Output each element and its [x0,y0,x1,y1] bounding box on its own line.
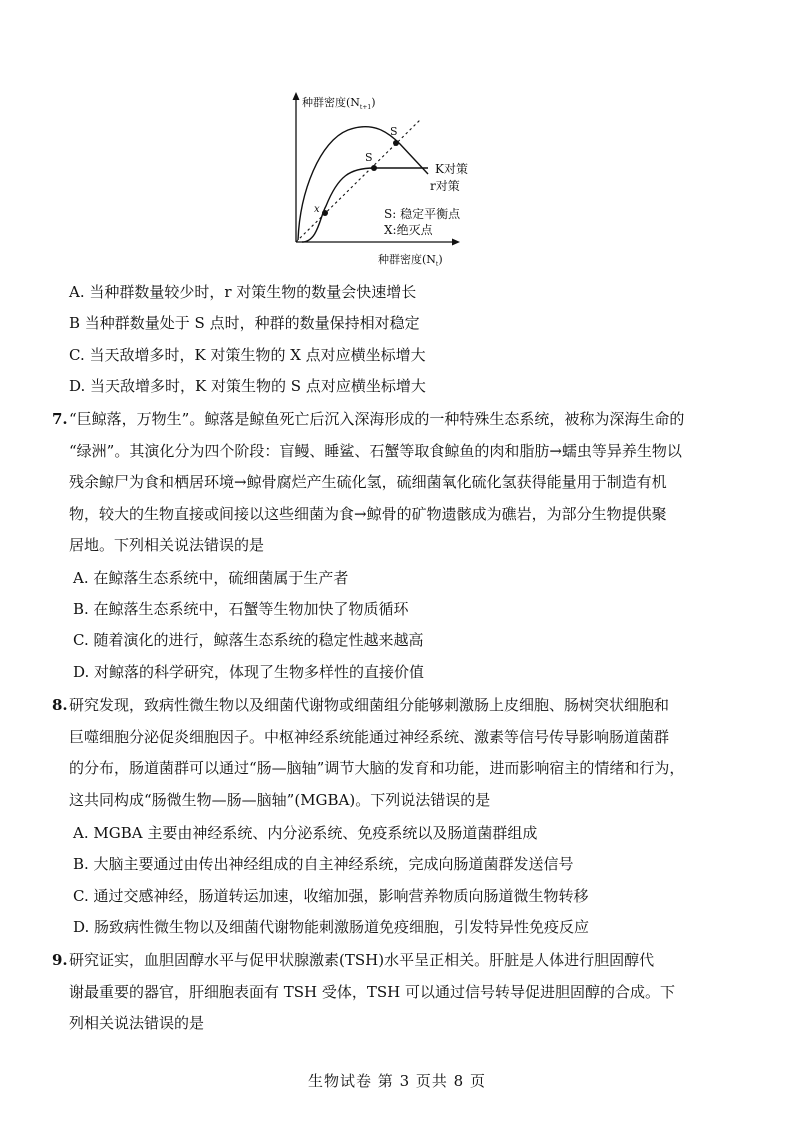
q7-option-b: B. 在鲸落生态系统中，石蟹等生物加快了物质循环 [73,600,409,618]
q6-option-b: B 当种群数量处于 S 点时，种群的数量保持相对稳定 [69,314,420,332]
q6-option-a: A. 当种群数量较少时，r 对策生物的数量会快速增长 [69,283,417,301]
q6-option-d: D. 当天敌增多时，K 对策生物的 S 点对应横坐标增大 [69,377,426,395]
s-point-label-r: S [390,125,398,138]
q9-stem-line: 列相关说法错误的是 [69,1014,205,1032]
q8-option-b: B. 大脑主要通过由传出神经组成的自主神经系统，完成向肠道菌群发送信号 [73,855,574,873]
strategy-curve-diagram [278,86,528,268]
r-strategy-label: r对策 [430,179,460,193]
q7-option-a: A. 在鲸落生态系统中，硫细菌属于生产者 [73,569,349,587]
population-density-figure [278,86,528,268]
q8-stem-line: 巨噬细胞分泌促炎细胞因子。中枢神经系统能通过神经系统、激素等信号传导影响肠道菌群 [69,728,670,746]
q6-option-c: C. 当天敌增多时，K 对策生物的 X 点对应横坐标增大 [69,346,426,364]
q8-stem-line: 的分布，肠道菌群可以通过“肠—脑轴”调节大脑的发育和功能，进而影响宿主的情绪和行为， [69,759,685,777]
legend-extinction: X:绝灭点 [384,223,433,237]
x-point-label: x [314,204,320,215]
q7-stem-line: 残余鲸尸为食和栖居环境→鲸骨腐烂产生硫化氢，硫细菌氧化硫化氢获得能量用于制造有机 [69,473,667,491]
q9-stem-line: 研究证实，血胆固醇水平与促甲状腺激素(TSH)水平呈正相关。肝脏是人体进行胆固醇代 [69,951,655,969]
q8-option-a: A. MGBA 主要由神经系统、内分泌系统、免疫系统以及肠道菌群组成 [73,824,538,842]
q7-option-c: C. 随着演化的进行，鲸落生态系统的稳定性越来越高 [73,631,424,649]
legend-stable: S: 稳定平衡点 [384,207,461,221]
q7-stem-line: 物，较大的生物直接或间接以这些细菌为食→鲸骨的矿物遗骸成为礁岩，为部分生物提供聚 [69,505,667,523]
s-point-label-k: S [365,151,373,164]
q7-option-d: D. 对鲸落的科学研究，体现了生物多样性的直接价值 [73,663,425,681]
y-axis-arrow-icon [293,92,300,100]
q8-stem-line: 研究发现，致病性微生物以及细菌代谢物或细菌组分能够刺激肠上皮细胞、肠树突状细胞和 [69,696,670,714]
k-strategy-label: K对策 [435,162,468,176]
q8-number: 8. [52,696,68,714]
x-axis-arrow-icon [452,239,460,246]
q8-option-d: D. 肠致病性微生物以及细菌代谢物能刺激肠道免疫细胞，引发特异性免疫反应 [73,918,590,936]
k-extinction-point [322,210,328,216]
k-stable-point [371,165,377,171]
q7-stem-line: “绿洲”。其演化分为四个阶段：盲鳗、睡鲨、石蟹等取食鲸鱼的肉和脂肪→蠕虫等异养生物以 [69,442,682,460]
q7-stem-line: “巨鲸落，万物生”。鲸落是鲸鱼死亡后沉入深海形成的一种特殊生态系统，被称为深海生命的 [69,410,685,428]
q9-stem-line: 谢最重要的器官，肝细胞表面有 TSH 受体，TSH 可以通过信号转导促进胆固醇的合成。下 [69,983,676,1001]
r-stable-point [393,140,399,146]
q7-stem-line: 居地。下列相关说法错误的是 [69,536,265,554]
q8-option-c: C. 通过交感神经，肠道转运加速，收缩加强，影响营养物质向肠道微生物转移 [73,887,589,905]
page-footer: 生物试卷 第 3 页共 8 页 [308,1072,486,1090]
q9-number: 9. [52,951,68,969]
q8-stem-line: 这共同构成“肠微生物—肠—脑轴”(MGBA)。下列说法错误的是 [69,791,491,809]
x-axis-label: 种群密度$(N_t)$ [378,253,443,268]
y-axis-label: 种群密度$(N_{t+1})$ [302,96,376,111]
q7-number: 7. [52,410,68,428]
